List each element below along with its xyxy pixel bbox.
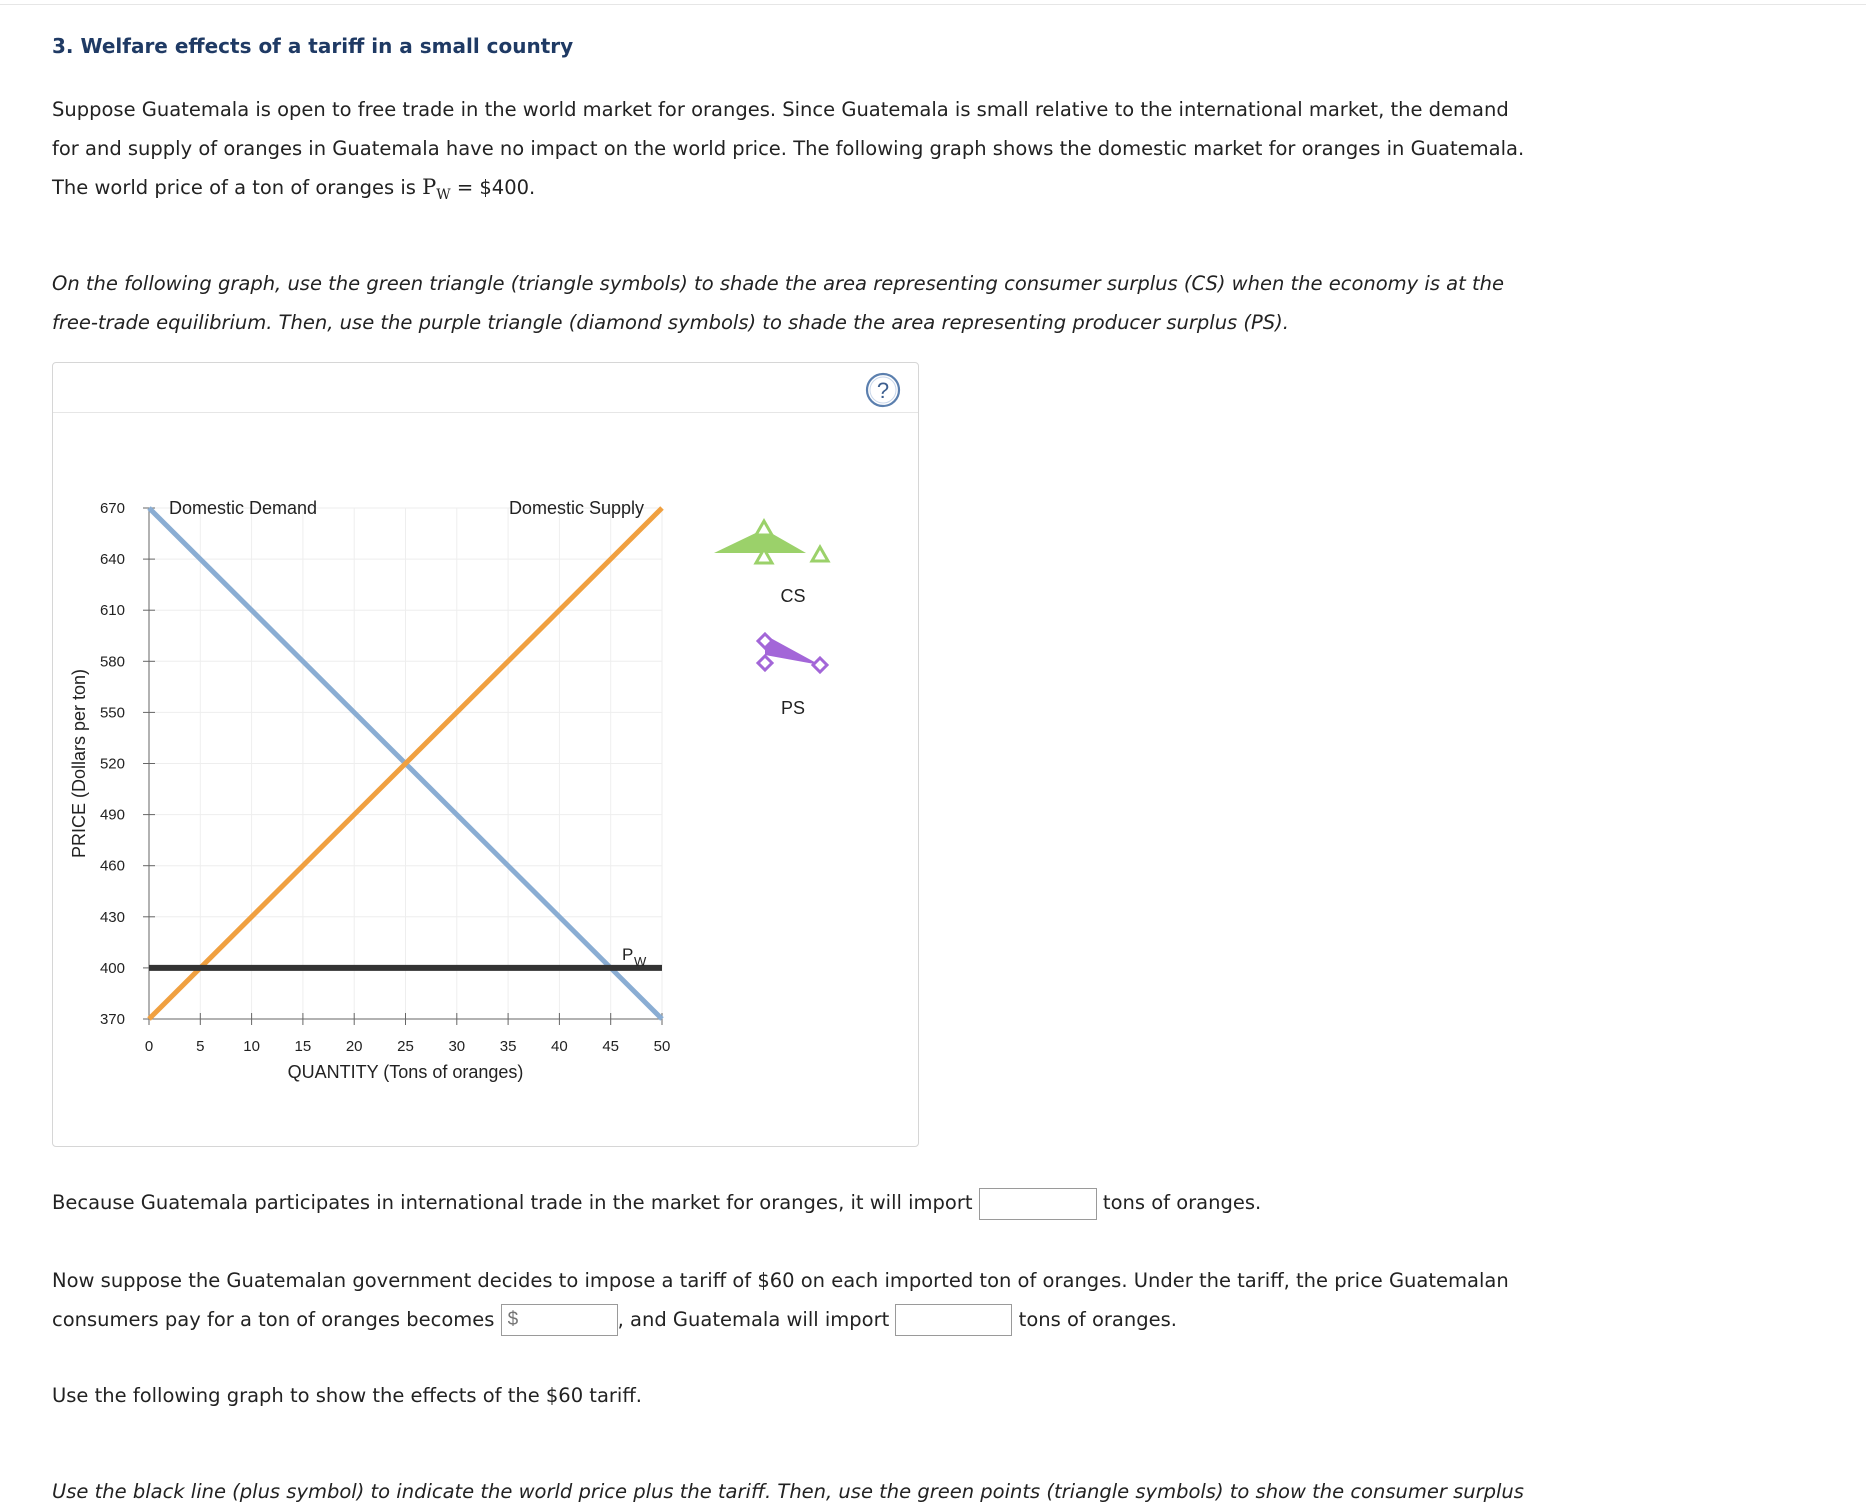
cs-triangle-tool[interactable] [714, 521, 828, 606]
y-tick-label: 610 [99, 602, 125, 620]
cs-triangle-vertex-icon [756, 521, 772, 535]
help-icon-label: ? [876, 378, 890, 403]
intro-line-2: for and supply of oranges in Guatemala have no impact on the world price. The following graph shows the domestic market for oranges in Guatemala. [52, 136, 1525, 160]
instructions-paragraph-2: Use the black line (plus symbol) to indicate the world price plus the tariff. Then, use the green points (triangle symbols) to show the consumer surplus [52, 1480, 1524, 1503]
world-price-subscript: W [436, 186, 451, 203]
domestic-supply-label: Domestic Supply [508, 498, 644, 518]
x-tick-label: 30 [448, 1038, 466, 1055]
ps-triangle-vertex-icon [758, 656, 772, 670]
y-tick-label: 490 [99, 806, 125, 824]
question-2-suffix: tons of oranges. [1018, 1307, 1177, 1331]
question-1 [52, 1185, 1261, 1221]
tariff-import-quantity-input[interactable] [895, 1304, 1012, 1336]
y-tick-label: 550 [99, 704, 125, 722]
x-tick-label: 10 [243, 1038, 260, 1055]
y-tick-label: 430 [99, 908, 125, 926]
world-price-symbol: P [422, 175, 437, 199]
question-2 [52, 1262, 1509, 1339]
y-tick-label: 520 [99, 755, 125, 773]
y-tick-label: 670 [99, 500, 125, 517]
intro-line-3-prefix: The world price of a ton of oranges is [52, 176, 423, 199]
question-title: 3. Welfare effects of a tariff in a small country [52, 34, 574, 58]
tariff-price-input[interactable] [501, 1304, 618, 1336]
domestic-demand-label: Domestic Demand [169, 498, 318, 518]
intro-line-1: Suppose Guatemala is open to free trade in the world market for oranges. Since Guatemala is small relative to the international market, the demand [52, 98, 1509, 121]
x-tick-label: 45 [602, 1038, 620, 1055]
y-tick-label: 460 [99, 857, 125, 875]
instructions-1-line-1: On the following graph, use the green triangle (triangle symbols) to shade the area representing consumer surplus (CS) when the economy is at the [52, 272, 1504, 295]
y-tick-label: 640 [99, 551, 125, 569]
question-1-prefix: Because Guatemala participates in international trade in the market for oranges, it will import [52, 1191, 973, 1214]
x-tick-label: 5 [196, 1038, 205, 1055]
question-1-suffix: tons of oranges. [1102, 1191, 1262, 1214]
world-price-label: P [622, 944, 634, 964]
instructions-1-line-2: free-trade equilibrium. Then, use the purple triangle (diamond symbols) to shade the area representing producer surplus (PS). [52, 310, 1289, 334]
graph-labels [69, 498, 670, 1082]
supply-demand-graph[interactable] [53, 363, 918, 1146]
ps-label: PS [780, 698, 806, 718]
import-quantity-input[interactable] [979, 1188, 1097, 1220]
question-2-line-1: Now suppose the Guatemalan government decides to impose a tariff of $60 on each imported ton of oranges. Under the tariff, the price Guatemalan [52, 1269, 1509, 1292]
x-tick-label: 25 [397, 1038, 414, 1055]
intro-line-3-suffix: = $400. [450, 176, 536, 199]
x-tick-label: 50 [653, 1038, 671, 1055]
graph-panel [52, 362, 919, 1147]
instructions-paragraph-1 [52, 265, 1504, 342]
x-axis-title: QUANTITY (Tons of oranges) [287, 1062, 524, 1082]
y-axis-title: PRICE (Dollars per ton) [69, 668, 89, 859]
x-tick-label: 0 [144, 1038, 154, 1055]
ps-triangle-vertex-icon [813, 658, 827, 672]
question-2-middle: , and Guatemala will import [617, 1307, 890, 1331]
top-divider [0, 4, 1866, 5]
y-tick-label: 580 [99, 653, 125, 671]
y-tick-label: 370 [99, 1011, 125, 1028]
cs-label: CS [780, 586, 806, 606]
x-tick-label: 40 [551, 1038, 568, 1055]
ps-triangle-tool[interactable] [758, 634, 827, 718]
question-2-line-2 [52, 1301, 1509, 1340]
intro-line-3 [52, 168, 1524, 214]
cs-triangle-vertex-icon [812, 547, 828, 561]
ps-triangle-fill [765, 635, 820, 665]
question-2-prefix: consumers pay for a ton of oranges becomes [52, 1307, 495, 1331]
intro-paragraph [52, 91, 1524, 214]
graph-intro-text: Use the following graph to show the effects of the $60 tariff. [52, 1384, 642, 1407]
world-price-label-subscript: W [634, 953, 647, 969]
x-tick-label: 20 [345, 1038, 363, 1055]
y-tick-label: 400 [99, 959, 125, 977]
x-tick-label: 35 [499, 1038, 517, 1055]
x-tick-label: 15 [294, 1038, 312, 1055]
